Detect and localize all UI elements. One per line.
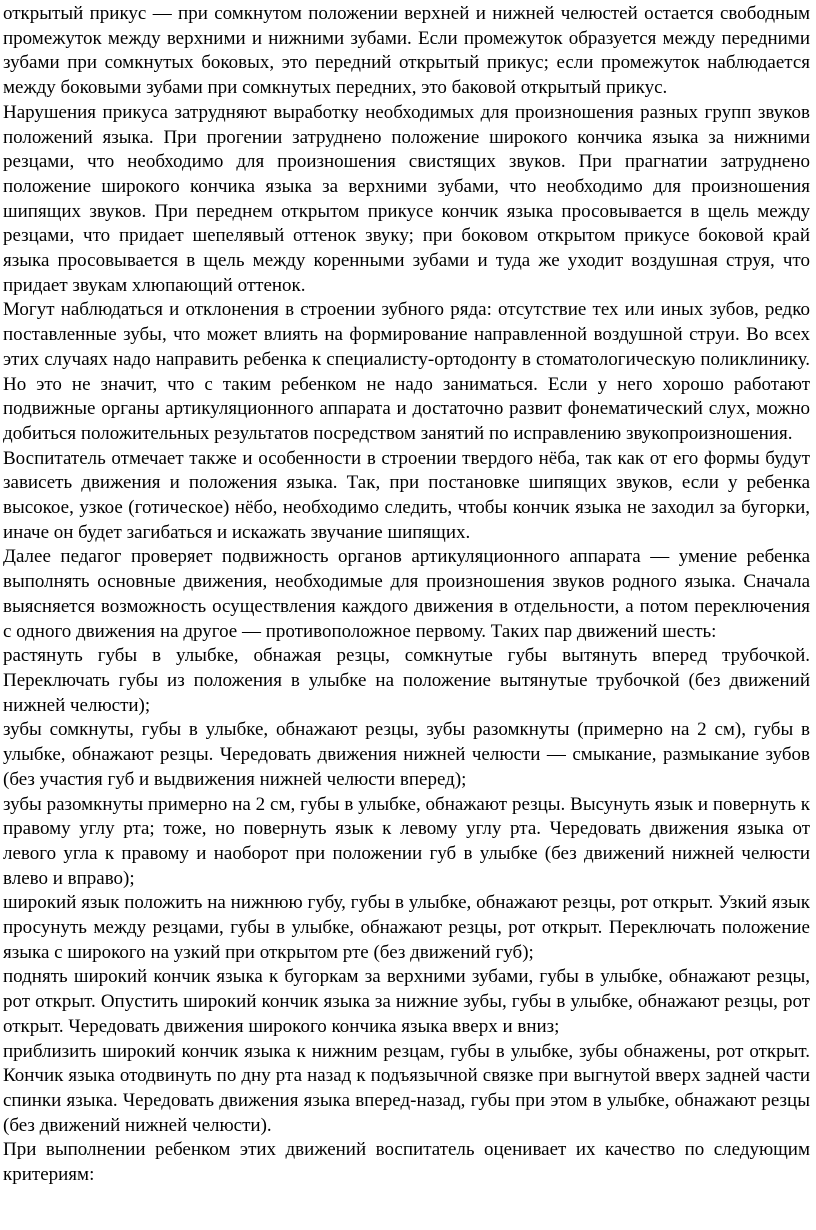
list-item-tongue-width: широкий язык положить на нижнюю губу, губы в улыбке, обнажают резцы, рот открыт. Узкий язык просунуть между резцами, губы в улыбке, обнажают резцы, рот открыт. Переключать положение языка с широкого на узкий при открытом рте (без движений губ); bbox=[3, 892, 810, 963]
paragraph-hard-palate: Воспитатель отмечает также и особенности в строении твердого нёба, так как от его формы будут зависеть движения и положения языка. Так, при постановке шипящих звуков, если у ребенка высокое, узкое (готическое) нёбо, необходимо следить, чтобы кончик языка не заходил за бугорки, иначе он будет загибаться и искажать звучание шипящих. bbox=[3, 447, 810, 543]
list-item-lips: растянуть губы в улыбке, обнажая резцы, сомкнутые губы вытянуть вперед трубочкой. Переключать губы из положения в улыбке на положение вытянутые трубочкой (без движений нижней челюсти); bbox=[3, 645, 810, 716]
list-item-tongue-up-down: поднять широкий кончик языка к бугоркам за верхними зубами, губы в улыбке, обнажают резцы, рот открыт. Опустить широкий кончик языка за нижние зубы, губы в улыбке, обнажают резцы, рот открыт. Чередовать движения широкого кончика языка вверх и вниз; bbox=[3, 966, 810, 1037]
paragraph-bite-disorders: Нарушения прикуса затрудняют выработку необходимых для произношения разных групп звуков положений языка. При прогении затруднено положение широкого кончика языка за нижними резцами, что необходимо для произношения свистящих звуков. При прагнатии затруднено положение широкого кончика языка за верхними зубами, что необходимо для произношения шипящих звуков. При переднем открытом прикусе кончик языка просовывается в щель между резцами, что придает шепелявый оттенок звуку; при боковом открытом прикусе боковой край языка просовывается в щель между коренными зубами и туда же уходит воздушная струя, что придает звукам хлюпающий оттенок. bbox=[3, 101, 810, 296]
paragraph-mobility-check: Далее педагог проверяет подвижность органов артикуляционного аппарата — умение ребенка выполнять основные движения, необходимые для произношения звуков родного языка. Сначала выясняется возможность осуществления каждого движения в отдельности, а потом переключения с одного движения на другое — противоположное первому. Таких пар движений шесть: bbox=[3, 546, 810, 642]
paragraph-criteria-intro: При выполнении ребенком этих движений воспитатель оценивает их качество по следующим критериям: bbox=[3, 1139, 810, 1186]
list-item-jaw: зубы сомкнуты, губы в улыбке, обнажают резцы, зубы разомкнуты (примерно на 2 см), губы в улыбке, обнажают резцы. Чередовать движения нижней челюсти — смыкание, размыкание зубов (без участия губ и выдвижения нижней челюсти вперед); bbox=[3, 719, 810, 790]
list-item-tongue-forward-back: приблизить широкий кончик языка к нижним резцам, губы в улыбке, зубы обнажены, рот открыт. Кончик языка отодвинуть по дну рта назад к подъязычной связке при выгнутой вверх задней части спинки языка. Чередовать движения языка вперед-назад, губы при этом в улыбке, обнажают резцы (без движений нижней челюсти). bbox=[3, 1040, 810, 1136]
paragraph-open-bite: открытый прикус — при сомкнутом положении верхней и нижней челюстей остается свободным промежуток между верхними и нижними зубами. Если промежуток образуется между передними зубами при сомкнутых боковых, это передний открытый прикус; если промежуток наблюдается между боковыми зубами при сомкнутых передних, это баковой открытый прикус. bbox=[3, 3, 810, 99]
list-item-tongue-sides: зубы разомкнуты примерно на 2 см, губы в улыбке, обнажают резцы. Высунуть язык и повернуть к правому углу рта; тоже, но повернуть язык к левому углу рта. Чередовать движения языка от левого угла к правому и наоборот при положении губ в улыбке (без движений нижней челюсти влево и вправо); bbox=[3, 793, 810, 889]
paragraph-dental-row: Могут наблюдаться и отклонения в строении зубного ряда: отсутствие тех или иных зубов, редко поставленные зубы, что может влиять на формирование направленной воздушной струи. Во всех этих случаях надо направить ребенка к специалисту-ортодонту в стоматологическую поликлинику. Но это не значит, что с таким ребенком не надо заниматься. Если у него хорошо работают подвижные органы артикуляционного аппарата и достаточно развит фонематический слух, можно добиться положительных результатов посредством занятий по исправлению звукопроизношения. bbox=[3, 299, 810, 444]
